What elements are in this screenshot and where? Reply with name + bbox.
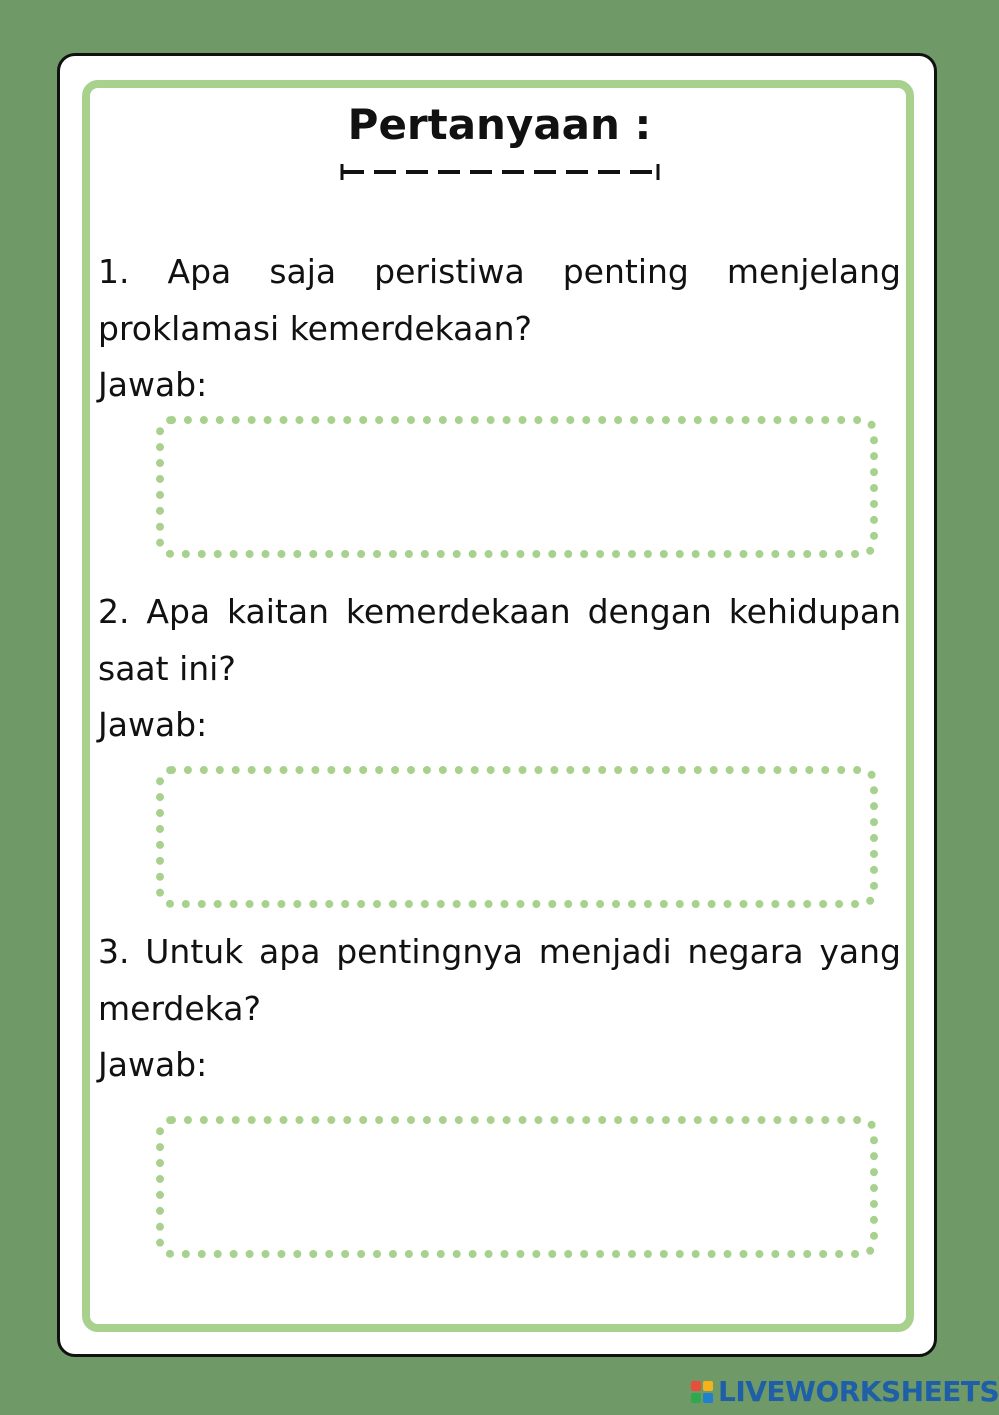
liveworksheets-wordmark: LIVEWORKSHEETS (718, 1375, 999, 1408)
answer-1-label: Jawab: (98, 365, 208, 404)
title-underline (340, 160, 660, 184)
question-2-text: 2. Apa kaitan kemerdekaan dengan kehidupan saat ini? (98, 592, 901, 688)
answer-3-label: Jawab: (98, 1045, 208, 1084)
page-title: Pertanyaan : (347, 100, 652, 149)
liveworksheets-logo (690, 1375, 999, 1408)
liveworksheets-logo-icon (690, 1380, 714, 1404)
answer-2-label: Jawab: (98, 705, 208, 744)
answer-1-box[interactable] (156, 416, 878, 558)
answer-3-box[interactable] (156, 1116, 878, 1258)
question-1-text: 1. Apa saja peristiwa penting menjelang proklamasi kemerdekaan? (98, 252, 901, 348)
answer-2-box[interactable] (156, 766, 878, 908)
question-3-text: 3. Untuk apa pentingnya menjadi negara yang merdeka? (98, 932, 901, 1028)
